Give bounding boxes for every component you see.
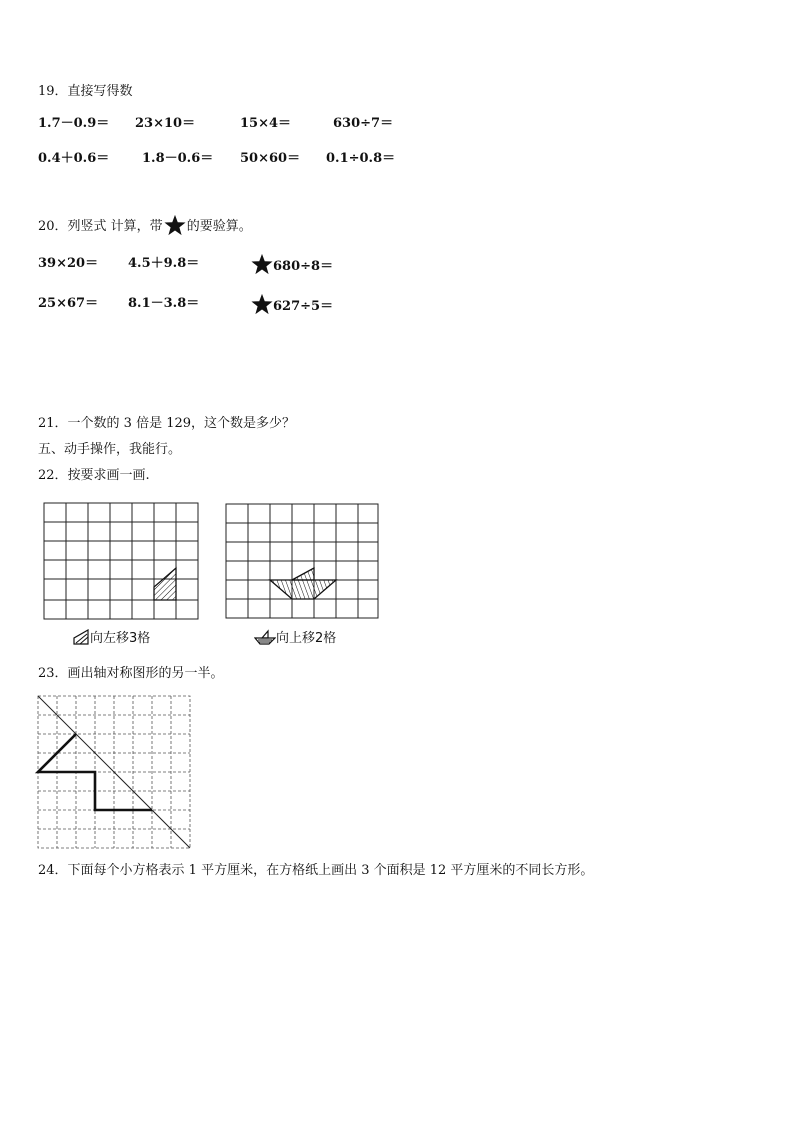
q24-text: 24．下面每个小方格表示 1 平方厘米，在方格纸上画出 3 个面积是 12 平方厘米的不同长方形。 [38,863,594,878]
q22-left-grid [40,500,202,622]
q20-title-before: 20．列竖式 计算，带 [38,219,163,234]
q20-r1-item2: 4.5＋9.8＝ [128,256,200,271]
q21-text: 21．一个数的 3 倍是 129，这个数是多少？ [38,416,296,431]
boat-icon [254,629,276,645]
star-icon [163,214,187,236]
q23-title: 23．画出轴对称图形的另一半。 [38,666,224,681]
q23-grid [36,694,192,850]
q22-right-caption [254,629,336,647]
q20-title-after: 的要验算。 [186,219,252,234]
flag-shape [154,568,176,600]
q19-r2-item1: 0.4＋0.6＝ [38,151,110,166]
q20-r1-item3-text: 680÷8＝ [273,259,334,274]
star-icon [251,293,273,315]
q20-r1-item3 [251,253,333,275]
q20-r2-item1: 25×67＝ [38,296,99,311]
q22-right-grid [222,500,384,622]
flag-icon [72,629,90,645]
q19-r2-item4: 0.1÷0.8＝ [326,151,396,166]
q19-r1-item4: 630÷7＝ [333,116,394,131]
q20-r2-item3-text: 627÷5＝ [273,299,334,314]
boat-sail [292,568,314,580]
q19-r1-item3: 15×4＝ [240,116,292,131]
q20-r2-item3 [251,293,333,315]
q22-title: 22．按要求画一画. [38,468,150,483]
q20-r1-item1: 39×20＝ [38,256,99,271]
section5-title: 五、动手操作，我能行。 [38,442,182,457]
q20-title [38,214,252,236]
boat-shape [270,580,336,599]
q19-title: 19．直接写得数 [38,84,133,99]
q19-r1-item2: 23×10＝ [135,116,196,131]
q19-r1-item1: 1.7－0.9＝ [38,116,110,131]
q19-r2-item3: 50×60＝ [240,151,301,166]
q22-right-caption-text: 向上移2格 [276,631,337,646]
q19-r2-item2: 1.8－0.6＝ [142,151,214,166]
star-icon [251,253,273,275]
q22-left-caption [72,629,150,647]
q20-r2-item2: 8.1－3.8＝ [128,296,200,311]
q22-left-caption-text: 向左移3格 [90,631,151,646]
